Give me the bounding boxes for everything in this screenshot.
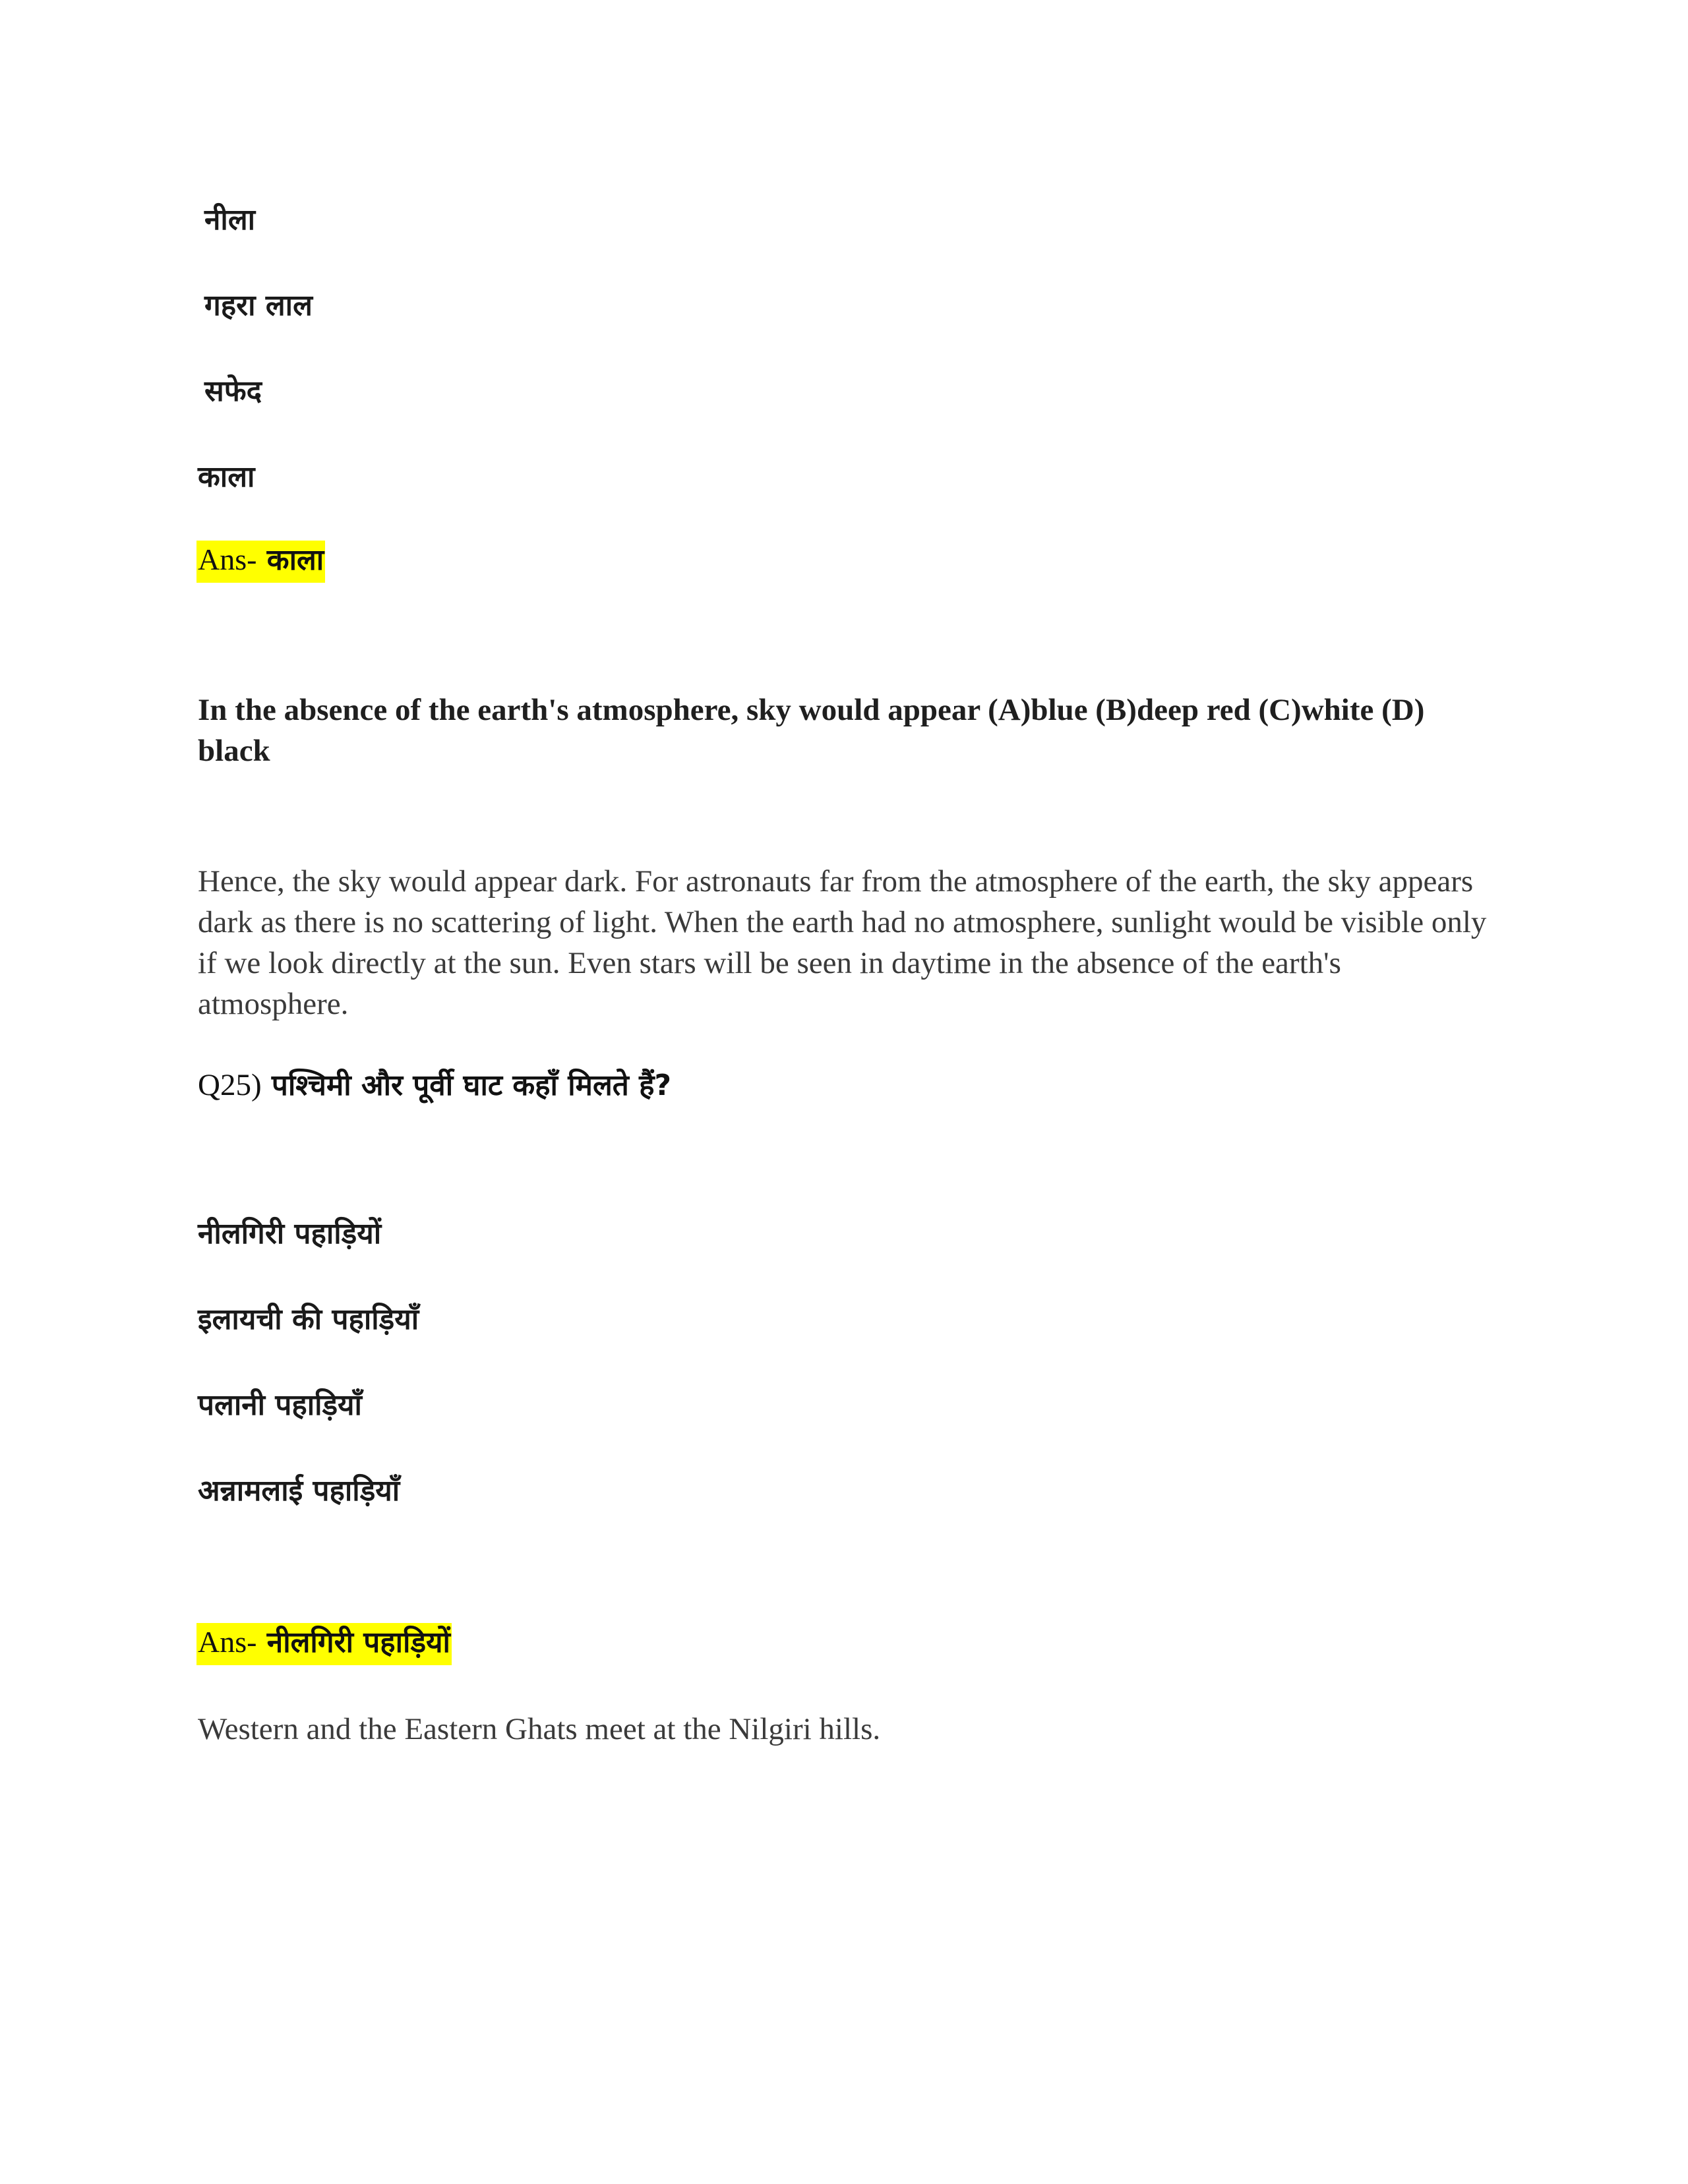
answer-prefix: Ans- (198, 1625, 257, 1659)
q25-text: पश्चिमी और पूर्वी घाट कहाँ मिलते हैं? (271, 1069, 672, 1102)
answer-text: नीलगिरी पहाड़ियों (266, 1626, 450, 1659)
q25-option-d: अन्नामलाई पहाड़ियाँ (198, 1474, 400, 1508)
q24-option-b: गहरा लाल (204, 289, 313, 322)
q24-option-d: काला (198, 460, 255, 494)
q24-option-a: नीला (204, 203, 256, 237)
q25-answer (196, 1623, 452, 1665)
q25-option-a: नीलगिरी पहाड़ियों (198, 1217, 382, 1251)
answer-prefix: Ans- (198, 543, 257, 576)
q25-explanation: Western and the Eastern Ghats meet at the Nilgiri hills. (198, 1712, 881, 1746)
q25-number: Q25) (198, 1068, 262, 1102)
q24-explanation: Hence, the sky would appear dark. For astronauts far from the atmosphere of the earth, the sky appears dark as there is no scattering of light. When the earth had no atmosphere, sunlight would be visible only if we look directly at the sun. Even stars will be seen in daytime in the absence of the earth's atmosphere. (198, 864, 1487, 1021)
q24-answer (196, 541, 325, 583)
q24-english-question: In the absence of the earth's atmosphere, sky would appear (A)blue (B)deep red (C)white (D) black (198, 693, 1425, 768)
answer-text: काला (266, 543, 324, 577)
q24-option-c: सफेद (204, 374, 262, 408)
q25-option-c: पलानी पहाड़ियाँ (198, 1388, 362, 1422)
q25-option-b: इलायची की पहाड़ियाँ (198, 1303, 419, 1336)
q25-question (198, 1064, 671, 1104)
